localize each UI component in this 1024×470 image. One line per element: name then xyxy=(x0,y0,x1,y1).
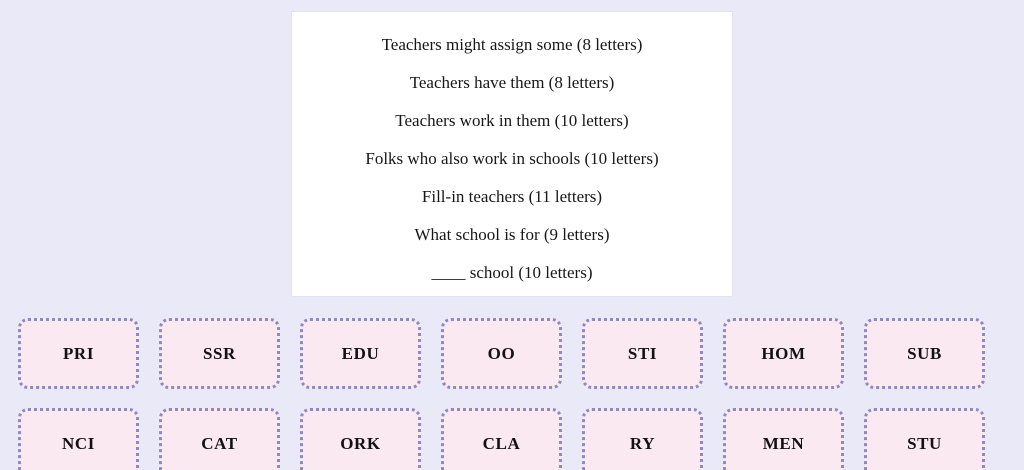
letter-tile[interactable]: MEN xyxy=(723,408,844,470)
clue-line: Teachers might assign some (8 letters) xyxy=(381,35,643,54)
clue-line: What school is for (9 letters) xyxy=(414,225,610,244)
letter-tile[interactable]: HOM xyxy=(723,318,844,389)
letter-tile[interactable]: CAT xyxy=(159,408,280,470)
letter-tile[interactable]: RY xyxy=(582,408,703,470)
letter-tile[interactable]: EDU xyxy=(300,318,421,389)
clue-line: ____ school (10 letters) xyxy=(431,263,593,282)
letter-tile-grid xyxy=(18,318,1006,470)
clue-line: Teachers have them (8 letters) xyxy=(409,73,615,92)
letter-tile[interactable]: OO xyxy=(441,318,562,389)
letter-tile[interactable]: SUB xyxy=(864,318,985,389)
letter-tile[interactable]: STU xyxy=(864,408,985,470)
clue-line: Folks who also work in schools (10 letters) xyxy=(365,149,659,168)
letter-tile[interactable]: PRI xyxy=(18,318,139,389)
clue-panel xyxy=(291,11,733,297)
letter-tile[interactable]: SSR xyxy=(159,318,280,389)
letter-tile[interactable]: STI xyxy=(582,318,703,389)
clue-line: Teachers work in them (10 letters) xyxy=(395,111,629,130)
clue-line: Fill-in teachers (11 letters) xyxy=(421,187,603,206)
letter-tile[interactable]: ORK xyxy=(300,408,421,470)
letter-tile[interactable]: NCI xyxy=(18,408,139,470)
letter-tile[interactable]: CLA xyxy=(441,408,562,470)
